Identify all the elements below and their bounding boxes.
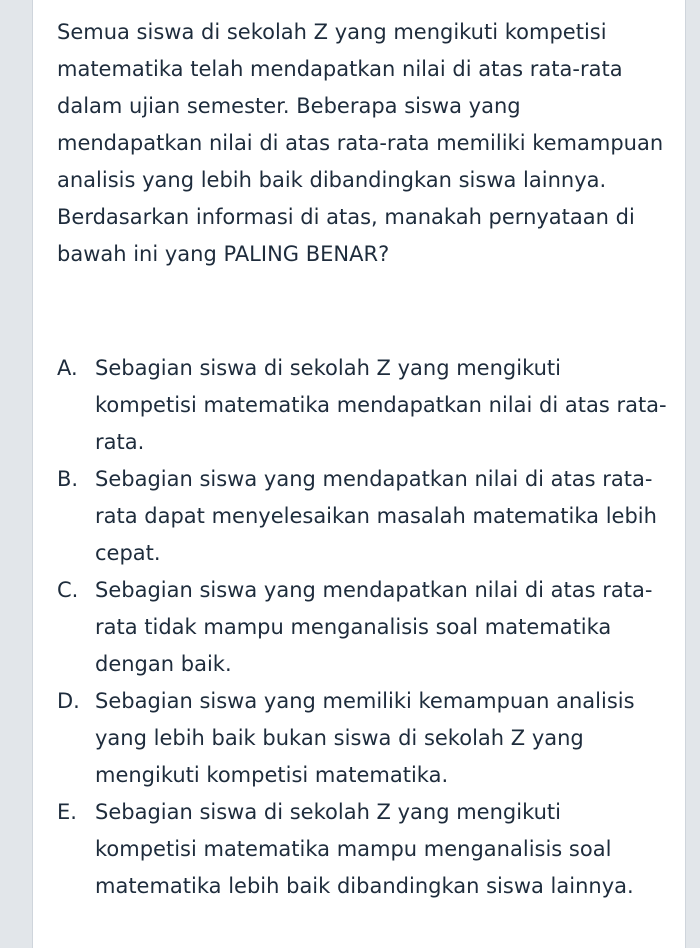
option-text: Sebagian siswa yang mendapatkan nilai di atas rata-rata tidak mampu menganalisis soal matematika dengan baik. <box>95 578 653 676</box>
option-b[interactable] <box>57 461 667 572</box>
option-letter: D. <box>57 689 80 713</box>
option-text: Sebagian siswa di sekolah Z yang mengikuti kompetisi matematika mendapatkan nilai di atas rata-rata. <box>95 356 667 454</box>
option-letter: A. <box>57 356 78 380</box>
option-letter: C. <box>57 578 79 602</box>
option-text: Sebagian siswa yang memiliki kemampuan analisis yang lebih baik bukan siswa di sekolah Z yang mengikuti kompetisi matematika. <box>95 689 635 787</box>
option-letter: B. <box>57 467 79 491</box>
answer-options <box>57 350 667 905</box>
option-text: Sebagian siswa di sekolah Z yang mengikuti kompetisi matematika mampu menganalisis soal matematika lebih baik dibandingkan siswa lainnya. <box>95 800 634 898</box>
option-c[interactable] <box>57 572 667 683</box>
option-e[interactable] <box>57 794 667 905</box>
option-text: Sebagian siswa yang mendapatkan nilai di atas rata-rata dapat menyelesaikan masalah matematika lebih cepat. <box>95 467 657 565</box>
option-a[interactable] <box>57 350 667 461</box>
left-margin <box>0 0 32 948</box>
right-margin <box>686 0 700 948</box>
question-paragraph-prompt: Berdasarkan informasi di atas, manakah pernyataan di bawah ini yang PALING BENAR? <box>57 205 635 266</box>
question-paragraph-premise: Semua siswa di sekolah Z yang mengikuti kompetisi matematika telah mendapatkan nilai di atas rata-rata dalam ujian semester. Beberapa siswa yang mendapatkan nilai di atas rata-rata memiliki kemampuan analisis yang lebih baik dibandingkan siswa lainnya. <box>57 20 664 192</box>
option-letter: E. <box>57 800 77 824</box>
option-d[interactable] <box>57 683 667 794</box>
question-card <box>32 0 686 948</box>
question-text <box>57 14 667 273</box>
